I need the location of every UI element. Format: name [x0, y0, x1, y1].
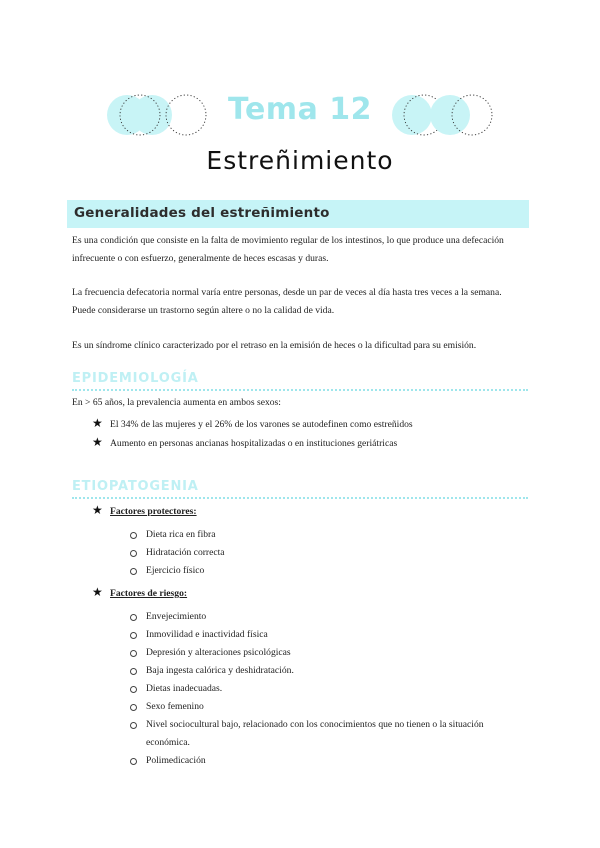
circle-bullet-icon: [130, 650, 137, 657]
text-line: Es un síndrome clínico caracterizado por el retraso en la emisión de heces o la dificultad para su emisión.: [72, 340, 477, 351]
list-item: Nivel sociocultural bajo, relacionado con los conocimientos que no tienen o la situación: [146, 719, 484, 730]
list-item: Dieta rica en fibra: [146, 529, 216, 540]
circle-bullet-icon: [130, 614, 137, 621]
list-item: Ejercicio físico: [146, 565, 205, 576]
section-heading-generalidades: Generalidades del estreñimiento: [74, 205, 330, 221]
circle-bullet-icon: [130, 632, 137, 639]
section-heading-etiopatogenia: [72, 477, 528, 499]
star-bullet-icon: ★: [92, 435, 103, 449]
list-item: Dietas inadecuadas.: [146, 683, 223, 694]
list-item: Depresión y alteraciones psicológicas: [146, 647, 291, 658]
circle-bullet-icon: [130, 704, 137, 711]
decorative-circles-left: [100, 92, 210, 138]
text-line: infrecuente o con esfuerzo, generalmente de heces escasas y duras.: [72, 253, 329, 264]
circle-bullet-icon: [130, 532, 137, 539]
decorative-circles-right: [388, 92, 498, 138]
text-line: Puede considerarse un trastorno según altere o no la calidad de vida.: [72, 305, 335, 316]
factores-protectores-label: Factores protectores:: [110, 506, 197, 517]
list-item: Baja ingesta calórica y deshidratación.: [146, 665, 294, 676]
star-bullet-icon: ★: [92, 503, 103, 517]
list-item: Hidratación correcta: [146, 547, 225, 558]
paragraph-frecuencia: [72, 284, 530, 320]
text-line: Es una condición que consiste en la falta de movimiento regular de los intestinos, lo que produce una defecación: [72, 235, 504, 246]
circle-bullet-icon: [130, 550, 137, 557]
list-item: Polimedicación: [146, 755, 206, 766]
list-item: Envejecimiento: [146, 611, 207, 622]
circle-bullet-icon: [130, 722, 137, 729]
list-item-continuation: económica.: [146, 737, 190, 748]
circle-bullet-icon: [130, 568, 137, 575]
epidemiologia-intro: En > 65 años, la prevalencia aumenta en ambos sexos:: [72, 397, 281, 408]
list-item: Aumento en personas ancianas hospitalizadas o en instituciones geriátricas: [110, 438, 398, 449]
page-title: Estreñimiento: [206, 146, 394, 175]
star-bullet-icon: ★: [92, 416, 103, 430]
section-heading-text: ETIOPATOGENIA: [72, 479, 199, 494]
list-item: Inmovilidad e inactividad física: [146, 629, 268, 640]
list-item: Sexo femenino: [146, 701, 204, 712]
circle-bullet-icon: [130, 686, 137, 693]
tema-number: Tema 12: [227, 92, 373, 127]
section-heading-text: EPIDEMIOLOGÍA: [72, 371, 199, 386]
paragraph-sindrome: [72, 337, 530, 355]
circle-bullet-icon: [130, 758, 137, 765]
factores-riesgo-label: Factores de riesgo:: [110, 588, 188, 599]
star-bullet-icon: ★: [92, 585, 103, 599]
list-item: El 34% de las mujeres y el 26% de los varones se autodefinen como estreñidos: [110, 419, 413, 430]
circle-bullet-icon: [130, 668, 137, 675]
section-bar-generalidades: [67, 200, 529, 228]
text-line: La frecuencia defecatoria normal varía entre personas, desde un par de veces al día hasta tres veces a la semana.: [72, 287, 502, 298]
section-heading-epidemiologia: [72, 369, 528, 391]
paragraph-definicion: [72, 232, 530, 268]
